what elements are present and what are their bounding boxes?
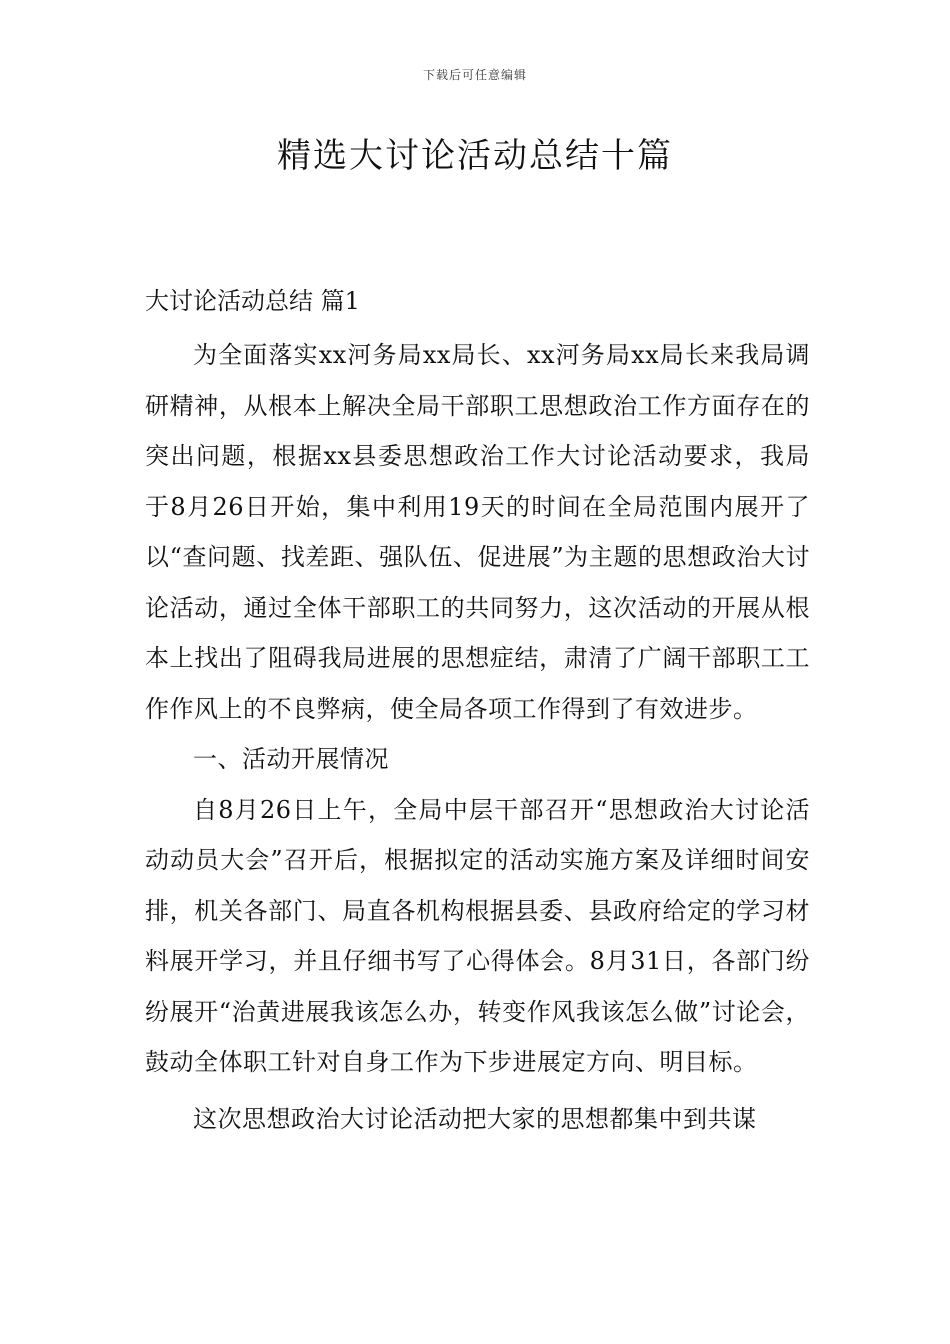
header-note: 下载后可任意编辑 [422, 68, 527, 82]
document-body [145, 330, 810, 1144]
subheading-activity: 一、活动开展情况 [193, 745, 389, 773]
document-title: 精选大讨论活动总结十篇 [277, 136, 673, 176]
paragraph-activity: 自8月26日上午，全局中层干部召开“思想政治大讨论活动动员大会”召开后，根据拟定的活动实施方案及详细时间安排，机关各部门、局直各机构根据县委、县政府给定的学习材料展开学习，并且仔细书写了心得体会。8月31日，各部门纷纷展开“治黄进展我该怎么办，转变作风我该怎么做”讨论会，鼓动全体职工针对自身工作为下步进展定方向、明目标。 [145, 795, 810, 1076]
section-title: 大讨论活动总结 篇1 [145, 287, 360, 315]
paragraph-continued: 这次思想政治大讨论活动把大家的思想都集中到共谋 [193, 1104, 757, 1133]
paragraph-intro: 为全面落实xx河务局xx局长、xx河务局xx局长来我局调研精神，从根本上解决全局干部职工思想政治工作方面存在的突出问题，根据xx县委思想政治工作大讨论活动要求，我局于8月26日开始，集中利用19天的时间在全局范围内展开了以“查问题、找差距、强队伍、促进展”为主题的思想政治大讨论活动，通过全体干部职工的共同努力，这次活动的开展从根本上找出了阻碍我局进展的思想症结，肃清了广阔干部职工工作作风上的不良弊病，使全局各项工作得到了有效进步。 [145, 341, 810, 723]
